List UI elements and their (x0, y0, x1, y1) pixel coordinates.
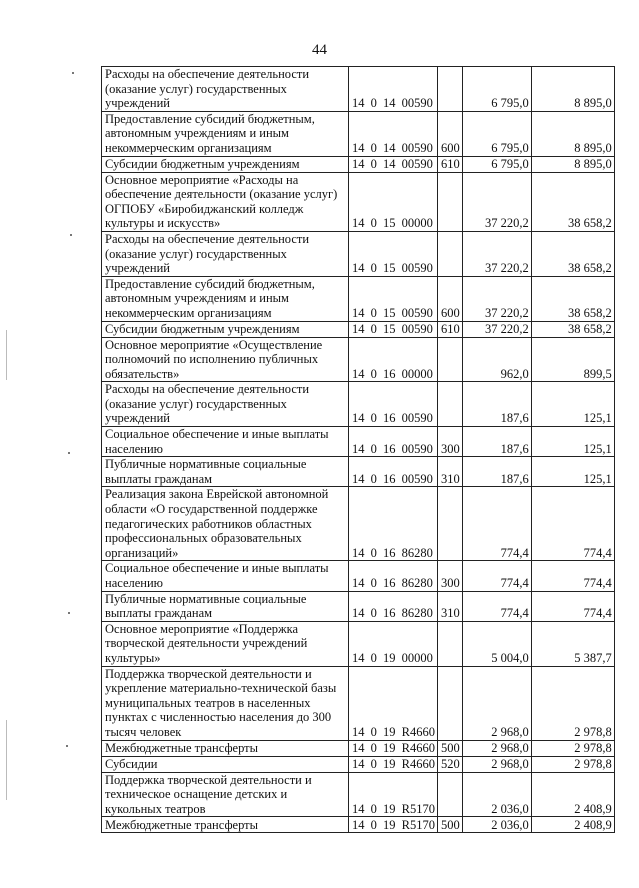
table-row (102, 172, 615, 231)
expense-type-cell (437, 772, 462, 817)
target-article-cell: 14 0 19 00000 (349, 621, 438, 666)
amount-year2-cell: 5 387,7 (531, 621, 614, 666)
amount-year1-cell: 2 968,0 (462, 740, 531, 756)
target-article-cell: 14 0 19 R4660 (349, 756, 438, 772)
amount-year2-cell: 38 658,2 (531, 321, 614, 337)
expense-type-cell: 610 (437, 321, 462, 337)
margin-mark (70, 234, 72, 236)
expense-name-cell: Межбюджетные трансферты (102, 817, 349, 833)
expense-name-cell: Поддержка творческой деятельности и укрепление материально-технической базы муниципальных театров в населенных пунктах с численностью населения до 300 тысяч человек (102, 666, 349, 740)
expense-name-cell: Основное мероприятие «Осуществление полномочий по исполнению публичных обязательств» (102, 337, 349, 382)
amount-year1-cell: 6 795,0 (462, 156, 531, 172)
expense-type-cell (437, 172, 462, 231)
amount-year1-cell: 6 795,0 (462, 67, 531, 112)
amount-year2-cell: 38 658,2 (531, 172, 614, 231)
table-row (102, 231, 615, 276)
expense-type-cell: 300 (437, 427, 462, 457)
amount-year1-cell: 2 968,0 (462, 666, 531, 740)
expense-name-cell: Расходы на обеспечение деятельности (оказание услуг) государственных учреждений (102, 382, 349, 427)
amount-year1-cell: 962,0 (462, 337, 531, 382)
table-row (102, 740, 615, 756)
table-row (102, 427, 615, 457)
margin-mark (6, 720, 7, 800)
target-article-cell: 14 0 14 00590 (349, 67, 438, 112)
amount-year2-cell: 8 895,0 (531, 156, 614, 172)
amount-year1-cell: 5 004,0 (462, 621, 531, 666)
target-article-cell: 14 0 15 00000 (349, 172, 438, 231)
target-article-cell: 14 0 16 00590 (349, 427, 438, 457)
table-row (102, 666, 615, 740)
table-row (102, 772, 615, 817)
table-row (102, 817, 615, 833)
expense-name-cell: Основное мероприятие «Поддержка творческой деятельности учреждений культуры» (102, 621, 349, 666)
amount-year2-cell: 38 658,2 (531, 276, 614, 321)
amount-year1-cell: 37 220,2 (462, 231, 531, 276)
target-article-cell: 14 0 19 R4660 (349, 740, 438, 756)
expense-name-cell: Публичные нормативные социальные выплаты гражданам (102, 457, 349, 487)
target-article-cell: 14 0 16 86280 (349, 487, 438, 561)
expense-type-cell (437, 67, 462, 112)
table-row (102, 321, 615, 337)
expense-type-cell: 520 (437, 756, 462, 772)
table-row (102, 111, 615, 156)
budget-table (101, 66, 615, 833)
expense-name-cell: Субсидии (102, 756, 349, 772)
target-article-cell: 14 0 19 R5170 (349, 772, 438, 817)
amount-year1-cell: 187,6 (462, 427, 531, 457)
expense-name-cell: Межбюджетные трансферты (102, 740, 349, 756)
expense-type-cell: 600 (437, 276, 462, 321)
amount-year1-cell: 187,6 (462, 382, 531, 427)
amount-year2-cell: 774,4 (531, 591, 614, 621)
expense-name-cell: Реализация закона Еврейской автономной области «О государственной поддержке педагогических работников областных профессиональных образовательных организаций» (102, 487, 349, 561)
target-article-cell: 14 0 19 R5170 (349, 817, 438, 833)
expense-type-cell: 310 (437, 591, 462, 621)
table-row (102, 67, 615, 112)
target-article-cell: 14 0 19 R4660 (349, 666, 438, 740)
expense-name-cell: Расходы на обеспечение деятельности (оказание услуг) государственных учреждений (102, 231, 349, 276)
expense-type-cell (437, 487, 462, 561)
amount-year2-cell: 125,1 (531, 457, 614, 487)
expense-type-cell (437, 621, 462, 666)
amount-year2-cell: 2 978,8 (531, 666, 614, 740)
budget-table-body (102, 67, 615, 833)
target-article-cell: 14 0 15 00590 (349, 231, 438, 276)
table-row (102, 487, 615, 561)
amount-year2-cell: 2 978,8 (531, 740, 614, 756)
expense-name-cell: Предоставление субсидий бюджетным, автономным учреждениям и иным некоммерческим организациям (102, 276, 349, 321)
table-row (102, 276, 615, 321)
expense-type-cell: 500 (437, 740, 462, 756)
table-row (102, 156, 615, 172)
expense-name-cell: Поддержка творческой деятельности и техническое оснащение детских и кукольных театров (102, 772, 349, 817)
target-article-cell: 14 0 16 00590 (349, 457, 438, 487)
amount-year2-cell: 774,4 (531, 561, 614, 591)
expense-type-cell: 600 (437, 111, 462, 156)
expense-type-cell: 610 (437, 156, 462, 172)
table-row (102, 621, 615, 666)
expense-type-cell: 300 (437, 561, 462, 591)
margin-mark (6, 330, 7, 380)
amount-year1-cell: 187,6 (462, 457, 531, 487)
amount-year1-cell: 774,4 (462, 561, 531, 591)
target-article-cell: 14 0 15 00590 (349, 276, 438, 321)
expense-name-cell: Публичные нормативные социальные выплаты гражданам (102, 591, 349, 621)
amount-year2-cell: 8 895,0 (531, 67, 614, 112)
target-article-cell: 14 0 15 00590 (349, 321, 438, 337)
table-row (102, 591, 615, 621)
expense-type-cell (437, 382, 462, 427)
target-article-cell: 14 0 16 00590 (349, 382, 438, 427)
target-article-cell: 14 0 14 00590 (349, 111, 438, 156)
expense-name-cell: Субсидии бюджетным учреждениям (102, 321, 349, 337)
table-row (102, 457, 615, 487)
table-row (102, 382, 615, 427)
expense-name-cell: Предоставление субсидий бюджетным, автономным учреждениям и иным некоммерческим организациям (102, 111, 349, 156)
target-article-cell: 14 0 16 86280 (349, 561, 438, 591)
amount-year2-cell: 2 408,9 (531, 772, 614, 817)
expense-name-cell: Основное мероприятие «Расходы на обеспечение деятельности (оказание услуг) ОГПОБУ «Биробиджанский колледж культуры и искусств» (102, 172, 349, 231)
table-row (102, 561, 615, 591)
target-article-cell: 14 0 16 00000 (349, 337, 438, 382)
table-row (102, 337, 615, 382)
amount-year1-cell: 37 220,2 (462, 172, 531, 231)
amount-year2-cell: 2 408,9 (531, 817, 614, 833)
amount-year1-cell: 6 795,0 (462, 111, 531, 156)
target-article-cell: 14 0 14 00590 (349, 156, 438, 172)
amount-year1-cell: 37 220,2 (462, 321, 531, 337)
amount-year1-cell: 774,4 (462, 591, 531, 621)
amount-year1-cell: 2 036,0 (462, 817, 531, 833)
amount-year1-cell: 2 968,0 (462, 756, 531, 772)
amount-year2-cell: 899,5 (531, 337, 614, 382)
expense-type-cell: 500 (437, 817, 462, 833)
margin-mark (68, 612, 70, 614)
page-number: 44 (312, 42, 327, 58)
amount-year1-cell: 774,4 (462, 487, 531, 561)
expense-type-cell (437, 231, 462, 276)
table-row (102, 756, 615, 772)
margin-mark (68, 452, 70, 454)
amount-year2-cell: 125,1 (531, 427, 614, 457)
target-article-cell: 14 0 16 86280 (349, 591, 438, 621)
amount-year1-cell: 2 036,0 (462, 772, 531, 817)
amount-year2-cell: 2 978,8 (531, 756, 614, 772)
margin-mark (72, 72, 74, 74)
expense-type-cell (437, 666, 462, 740)
expense-name-cell: Социальное обеспечение и иные выплаты населению (102, 427, 349, 457)
expense-type-cell (437, 337, 462, 382)
amount-year2-cell: 774,4 (531, 487, 614, 561)
amount-year2-cell: 8 895,0 (531, 111, 614, 156)
expense-name-cell: Расходы на обеспечение деятельности (оказание услуг) государственных учреждений (102, 67, 349, 112)
expense-name-cell: Субсидии бюджетным учреждениям (102, 156, 349, 172)
expense-name-cell: Социальное обеспечение и иные выплаты населению (102, 561, 349, 591)
expense-type-cell: 310 (437, 457, 462, 487)
amount-year2-cell: 125,1 (531, 382, 614, 427)
amount-year2-cell: 38 658,2 (531, 231, 614, 276)
margin-mark (66, 745, 68, 747)
amount-year1-cell: 37 220,2 (462, 276, 531, 321)
